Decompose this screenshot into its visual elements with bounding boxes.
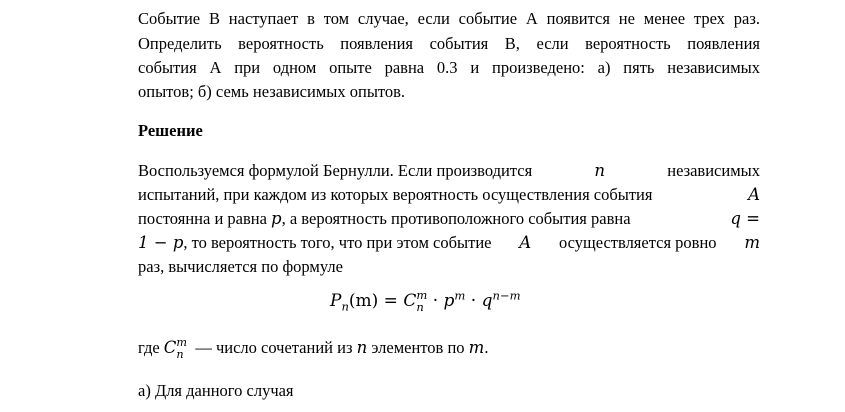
where-c-sup: m <box>176 336 188 350</box>
where-c-indices <box>176 337 187 359</box>
bernoulli-formula <box>330 289 521 313</box>
math-q-equals: q = <box>730 209 760 228</box>
problem-line-1: Событие В наступает в том случае, если событие А появится не менее трех раз. <box>138 9 760 28</box>
where-end: . <box>484 338 489 357</box>
formula-p-sup: m <box>454 288 466 303</box>
math-var-a: A <box>748 185 760 204</box>
math-var-n: n <box>594 161 606 180</box>
problem-line-2: Определить вероятность появления события В, если вероятность появления <box>138 34 760 53</box>
problem-line-4: опытов; б) семь независимых опытов. <box>138 82 406 101</box>
where-c-letter: C <box>163 338 177 357</box>
where-c <box>163 336 188 361</box>
explanation-text: осуществляется ровно <box>559 233 717 252</box>
formula-c-sub: n <box>416 299 424 314</box>
part-a-heading: а) Для данного случая <box>138 381 294 400</box>
where-prefix: где <box>138 338 160 357</box>
explanation-text: , а вероятность противоположного события равна <box>281 209 631 228</box>
solution-heading: Решение <box>138 121 203 140</box>
formula-q: q <box>481 291 493 311</box>
math-one-minus-p: 1 − p <box>138 233 184 252</box>
explanation-line-3 <box>138 208 760 230</box>
math-var-p: p <box>271 209 282 228</box>
formula-q-sup: n−m <box>492 288 521 303</box>
explanation-line-5: раз, вычисляется по формуле <box>138 257 343 276</box>
formula-p: P <box>330 291 342 311</box>
formula-arg: (m) = <box>348 291 404 311</box>
explanation-line-4 <box>138 232 760 254</box>
where-line <box>138 337 760 360</box>
where-text: — число сочетаний из <box>195 338 353 357</box>
explanation-line-1 <box>138 160 760 182</box>
explanation-text: испытаний, при каждом из которых вероятность осуществления события <box>138 185 653 204</box>
explanation-text: независимых <box>667 161 760 180</box>
where-m: m <box>468 338 485 357</box>
formula-c: C <box>403 291 417 311</box>
where-text: элементов по <box>371 338 465 357</box>
explanation-text: постоянна и равна <box>138 209 267 228</box>
explanation-text: Воспользуемся формулой Бернулли. Если производится <box>138 161 533 180</box>
math-var-a: A <box>519 233 532 252</box>
formula-n-sub: n <box>341 299 349 314</box>
explanation-text: , то вероятность того, что при этом событие <box>183 233 492 252</box>
where-n: n <box>356 338 368 357</box>
problem-line-3: события А при одном опыте равна 0.3 и произведено: а) пять независимых <box>138 58 760 77</box>
explanation-line-2 <box>138 184 760 206</box>
formula-c-sup: m <box>416 287 428 302</box>
formula-c-indices <box>416 287 428 314</box>
formula-dot: · <box>427 291 444 311</box>
formula-dot: · <box>465 291 482 311</box>
where-c-sub: n <box>176 347 184 361</box>
formula-p-lower: p <box>443 291 455 311</box>
math-var-m: m <box>744 233 760 252</box>
